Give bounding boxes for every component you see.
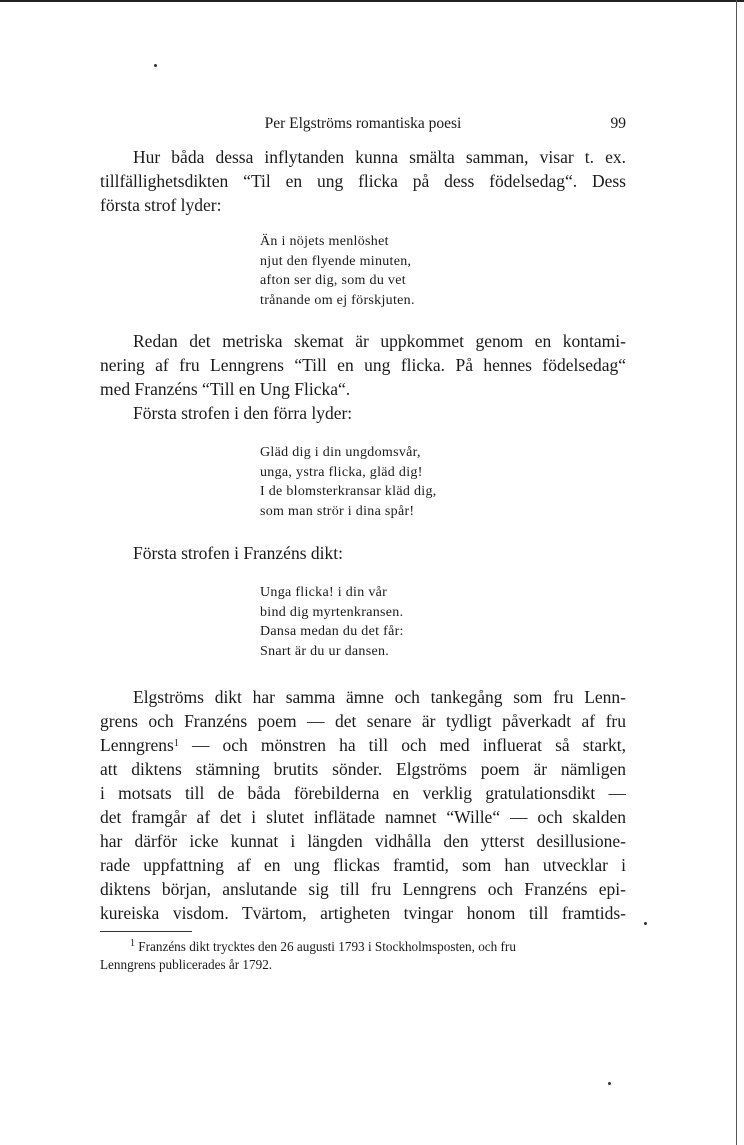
footnote-text: Franzéns dikt trycktes den 26 augusti 1793 i Stockholmsposten, och fru <box>138 939 516 954</box>
text-fragment: Lenngrens <box>100 735 174 755</box>
footnote <box>100 938 626 974</box>
text-line: med Franzéns “Till en Ung Flicka“. <box>100 379 351 399</box>
text-fragment: — och mönstren ha till och med influerat så starkt, <box>191 735 626 755</box>
text-line: tillfällighetsdikten “Til en ung flicka på dess födelsedag“. Dess <box>100 171 626 191</box>
poem-line: trånande om ej förskjuten. <box>260 292 415 308</box>
footnote-marker: 1 <box>130 938 135 949</box>
scan-speck <box>608 1082 611 1085</box>
text-line: diktens början, anslutande sig till fru Lenngrens och Franzéns epi- <box>100 879 626 899</box>
poem-line: I de blomsterkransar kläd dig, <box>260 484 437 499</box>
poem-line: Dansa medan du det får: <box>260 624 404 639</box>
poem-line: njut den flyende minuten, <box>260 253 412 269</box>
footnote-line: Lenngrens publicerades år 1792. <box>100 957 273 972</box>
poem-line: Snart är du ur dansen. <box>260 643 390 659</box>
poem-line: bind dig myrtenkransen. <box>260 604 404 620</box>
scan-top-edge <box>0 0 744 2</box>
paragraph-1 <box>100 145 626 217</box>
footnote-ref: 1 <box>173 738 179 749</box>
poem-line: Unga flicka! i din vår <box>260 585 388 600</box>
paragraph-5 <box>100 685 626 925</box>
poem-1 <box>260 232 415 310</box>
text-line: grens och Franzéns poem — det senare är tydligt påverkadt af fru <box>100 711 626 731</box>
text-line: första strof lyder: <box>100 195 222 215</box>
text-line: Redan det metriska skemat är uppkommet genom en kontami- <box>133 331 626 351</box>
text-line <box>100 733 626 757</box>
page-number: 99 <box>610 115 626 132</box>
text-line: i motsats till de båda förebilderna en verklig gratulationsdikt — <box>100 783 626 803</box>
footnote-rule <box>100 931 192 932</box>
scan-right-edge <box>736 0 737 1145</box>
poem-line: afton ser dig, som du vet <box>260 273 406 288</box>
poem-line: Än i nöjets menlöshet <box>260 234 389 249</box>
scan-speck <box>644 922 647 925</box>
paragraph-2 <box>100 329 626 401</box>
poem-2 <box>260 443 437 521</box>
text-line: rade uppfattning af en ung flickas framtid, som han utvecklar i <box>100 855 626 875</box>
paragraph-3 <box>100 401 626 425</box>
poem-line: unga, ystra flicka, gläd dig! <box>260 464 423 480</box>
text-line: kureiska visdom. Tvärtom, artigheten tvingar honom till framtids- <box>100 903 626 923</box>
scan-speck <box>154 64 157 67</box>
text-line: Första strofen i den förra lyder: <box>133 403 353 423</box>
text-line: nering af fru Lenngrens “Till en ung flicka. På hennes födelsedag“ <box>100 355 626 375</box>
running-header <box>100 115 626 135</box>
poem-line: Gläd dig i din ungdomsvår, <box>260 445 421 460</box>
text-line: Elgströms dikt har samma ämne och tankegång som fru Lenn- <box>133 687 626 707</box>
text-line: att diktens stämning brutits sönder. Elgströms poem är nämligen <box>100 759 626 779</box>
text-line: det framgår af det i slutet inflätade namnet “Wille“ — och skalden <box>100 807 626 827</box>
text-line: har därför icke kunnat i längden vidhålla den ytterst desillusione- <box>100 831 626 851</box>
text-line: Hur båda dessa inflytanden kunna smälta samman, visar t. ex. <box>133 147 626 167</box>
poem-line: som man strör i dina spår! <box>260 503 415 519</box>
paragraph-4 <box>100 541 626 565</box>
running-title: Per Elgströms romantiska poesi <box>264 115 462 132</box>
footnote-line <box>100 938 626 956</box>
text-line: Första strofen i Franzéns dikt: <box>133 543 343 563</box>
poem-3 <box>260 583 404 661</box>
